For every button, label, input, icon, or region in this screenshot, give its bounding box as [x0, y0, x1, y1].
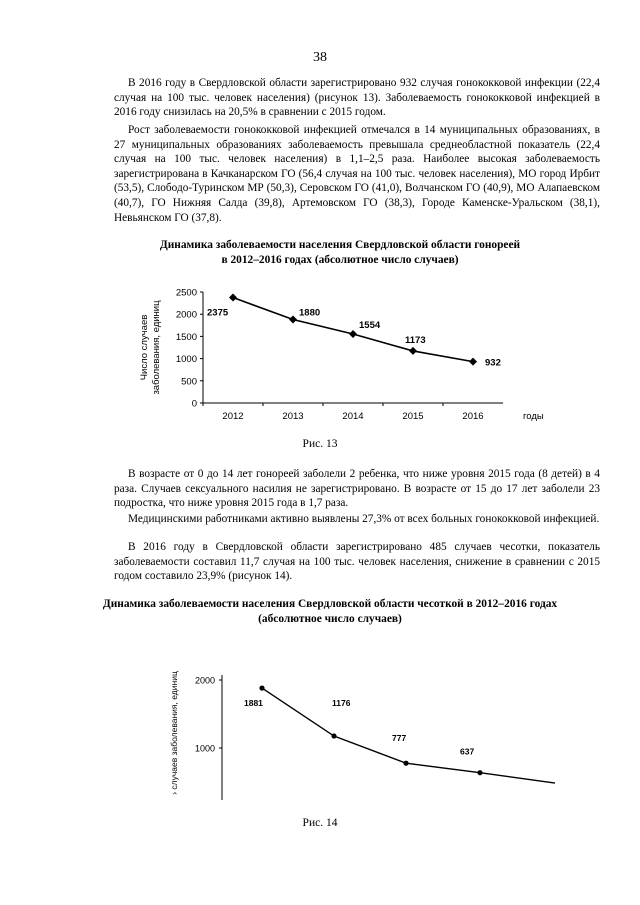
- scabies-line-chart: [165, 665, 565, 805]
- gonorrhea-line-chart: [125, 280, 545, 425]
- chart14-ylabel: › случаев заболевания, единиц: [169, 671, 179, 795]
- chart14-ytick-label: 2000: [194, 675, 215, 686]
- figure-13-caption: Рис. 13: [302, 438, 338, 450]
- chart13-point: [469, 358, 477, 366]
- chart13-data-label: 1173: [405, 334, 426, 346]
- chart13-xtick-label: 2014: [342, 411, 364, 422]
- chart13-series-line: [233, 298, 473, 362]
- chart13-ylabel-line1: Число случаев: [139, 314, 150, 381]
- chart13-point: [229, 294, 237, 302]
- chart13-title-line2: в 2012–2016 годах (абсолютное число случаев): [221, 253, 459, 266]
- paragraph-scabies: В 2016 году в Свердловской области зарегистрировано 485 случаев чесотки, показатель заболеваемости составил 11,7 случая на 100 тыс. человек населения, снижение в сравнении с 2015 годом составило 23,9% (рисунок 14).: [114, 541, 600, 583]
- paragraph-gonorrhea-municipal: Рост заболеваемости гонококковой инфекцией отмечался в 14 муниципальных образованиях, в 27 муниципальных образованиях заболеваемость превышала среднеобластной показатель (22,4 случая на 100 тыс. человек населения) в 1,1–2,5 раза. Наиболее высокая заболеваемость зарегистрирована в Качканарском ГО (56,4 случая на 100 тыс. человек населения), МО город Ирбит (53,5), Слободо-Туринском МР (50,3), Серовском ГО (41,0), Волчанском ГО (40,9), МО Алапаевском (40,7), ГО Нижняя Салда (39,8), Артемовском ГО (38,3), Городе Каменске-Уральском (38,1), Невьянском ГО (37,8).: [114, 124, 600, 224]
- chart13-xlabel: годы: [523, 411, 544, 422]
- chart14-point: [331, 733, 336, 738]
- chart13-title: [60, 238, 620, 267]
- chart13-point: [289, 316, 297, 324]
- chart14-data-label: 777: [392, 733, 407, 744]
- chart13-ytick-label: 1500: [175, 331, 197, 343]
- chart13-xtick-label: 2013: [282, 411, 304, 422]
- chart13-xtick-label: 2016: [462, 411, 484, 422]
- chart13-ytick-label: 0: [191, 398, 197, 410]
- chart13-xtick-label: 2015: [402, 411, 424, 422]
- chart13-series: [207, 294, 501, 369]
- chart13-ytick-label: 2500: [175, 287, 197, 299]
- chart14-title: [40, 597, 620, 626]
- chart13-data-label: 1554: [359, 320, 381, 332]
- chart13-ytick-label: 500: [181, 376, 197, 388]
- chart14-point: [259, 685, 264, 690]
- chart13-data-label: 2375: [207, 307, 229, 319]
- chart14-point: [403, 761, 408, 766]
- chart13-data-label: 932: [485, 357, 501, 369]
- chart13-point: [349, 330, 357, 338]
- paragraph-gonorrhea-total: В 2016 году в Свердловской области зарегистрировано 932 случая гонококковой инфекции (22,4 случая на 100 тыс. человек населения) (рисунок 13). Заболеваемость гонококковой инфекцией в 2016 году снизилась на 20,5% в сравнении с 2015 годом.: [114, 77, 600, 119]
- chart13-ytick-label: 2000: [175, 309, 197, 321]
- chart13-axes: [139, 288, 544, 423]
- chart14-title-line2: (абсолютное число случаев): [258, 612, 402, 625]
- chart14-data-label: 637: [460, 746, 475, 757]
- chart14-title-line1: Динамика заболеваемости населения Свердловской области чесоткой в 2012–2016 годах: [102, 598, 558, 610]
- chart14-data-label: 1881: [244, 698, 263, 709]
- chart14-point: [477, 770, 482, 775]
- chart13-ylabel-line2: заболевания, единиц: [151, 300, 162, 395]
- chart13-data-label: 1880: [299, 307, 321, 319]
- paragraph-gonorrhea-medical: Медицинскими работниками активно выявлены 27,3% от всех больных гонококковой инфекцией.: [128, 513, 600, 525]
- chart14-series-line: [262, 688, 555, 783]
- chart14-data-label: 1176: [332, 698, 351, 709]
- chart13-title-line1: Динамика заболеваемости населения Свердловской области гонореей: [159, 239, 521, 251]
- chart14-ytick-label: 1000: [194, 743, 215, 754]
- chart14-axes: [169, 671, 222, 800]
- chart13-point: [409, 347, 417, 355]
- chart14-series: [244, 685, 555, 783]
- page-number: 38: [313, 50, 327, 65]
- chart13-ytick-label: 1000: [175, 354, 197, 366]
- figure-14-caption: Рис. 14: [302, 817, 338, 829]
- paragraph-gonorrhea-age: В возрасте от 0 до 14 лет гонореей заболели 2 ребенка, что ниже уровня 2015 года (8 детей) в 4 раза. Случаев сексуального насилия не зарегистрировано. В возрасте от 15 до 17 лет заболели 23 подростка, что ниже уровня 2015 года в 1,7 раза.: [114, 468, 600, 510]
- chart13-xtick-label: 2012: [222, 411, 244, 422]
